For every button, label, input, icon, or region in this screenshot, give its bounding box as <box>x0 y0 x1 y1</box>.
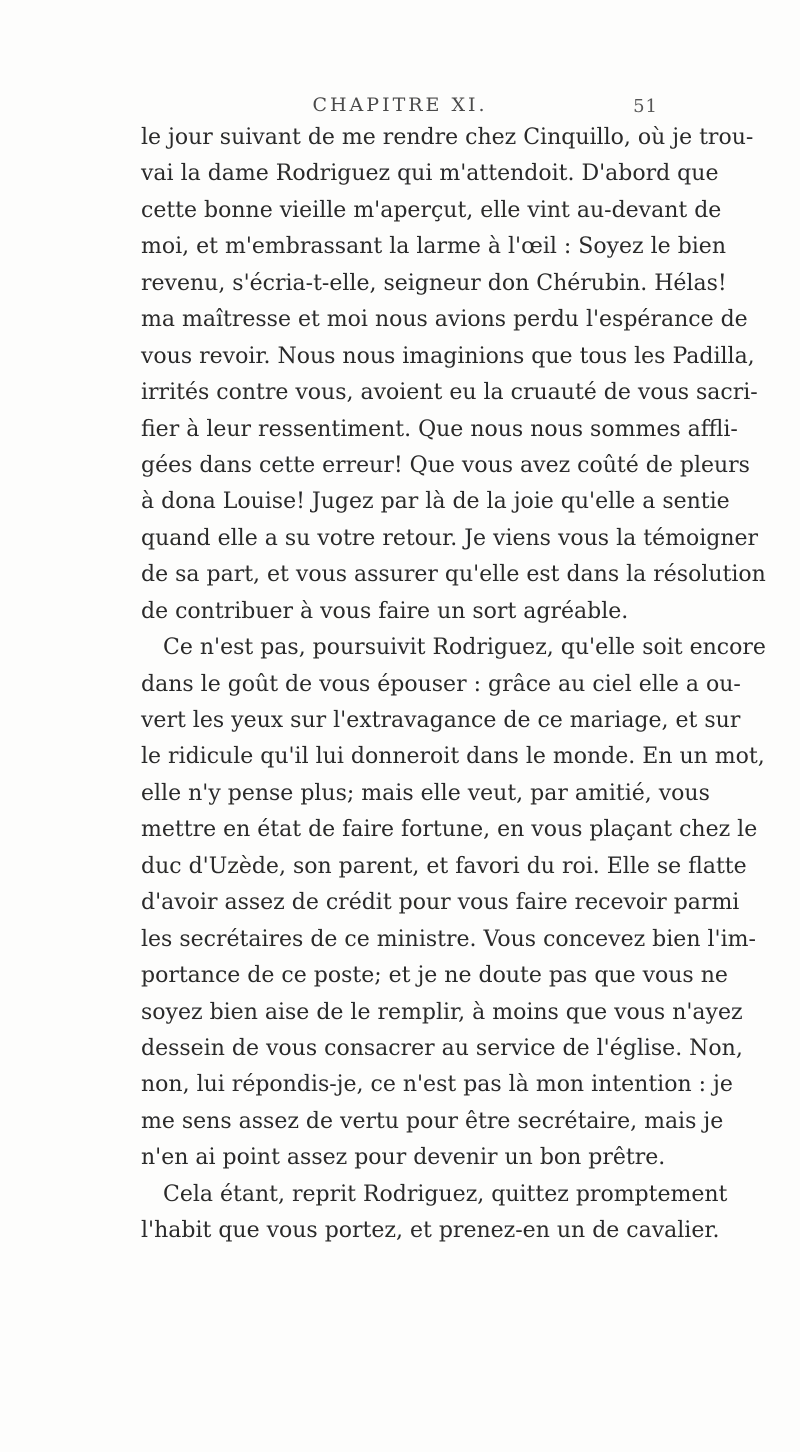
text-line: moi, et m'embrassant la larme à l'œil : Soyez le bien <box>141 234 726 260</box>
text-line: Cela étant, reprit Rodriguez, quittez promptement <box>163 1181 728 1207</box>
text-line: dessein de vous consacrer au service de l'église. Non, <box>141 1035 743 1061</box>
text-line: le ridicule qu'il lui donneroit dans le monde. En un mot, <box>141 744 765 770</box>
text-line: portance de ce poste; et je ne doute pas que vous ne <box>141 963 728 989</box>
text-line: vert les yeux sur l'extravagance de ce mariage, et sur <box>141 708 741 733</box>
text-line: soyez bien aise de le remplir, à moins que vous n'ayez <box>141 999 743 1025</box>
text-line: vai la dame Rodriguez qui m'attendoit. D'abord que <box>141 161 719 187</box>
text-line: non, lui répondis-je, ce n'est pas là mon intention : je <box>141 1072 733 1098</box>
running-head: CHAPITRE XI. <box>312 94 488 116</box>
text-line: irrités contre vous, avoient eu la cruauté de vous sacri- <box>141 380 758 406</box>
text-line: les secrétaires de ce ministre. Vous concevez bien l'im- <box>141 926 756 952</box>
text-line: duc d'Uzède, son parent, et favori du roi. Elle se flatte <box>141 853 747 879</box>
page-number: 51 <box>633 96 658 117</box>
text-line: revenu, s'écria-t-elle, seigneur don Chérubin. Hélas! <box>141 270 727 296</box>
text-line: cette bonne vieille m'aperçut, elle vint au-devant de <box>141 197 722 223</box>
text-line: elle n'y pense plus; mais elle veut, par amitié, vous <box>141 780 710 806</box>
text-line: mettre en état de faire fortune, en vous plaçant chez le <box>141 817 758 843</box>
text-line: Ce n'est pas, poursuivit Rodriguez, qu'elle soit encore <box>163 635 766 661</box>
text-line: le jour suivant de me rendre chez Cinquillo, où je trou- <box>141 125 754 150</box>
text-line: de sa part, et vous assurer qu'elle est dans la résolution <box>141 562 766 588</box>
text-line: ma maîtresse et moi nous avions perdu l'espérance de <box>141 307 748 333</box>
text-line: dans le goût de vous épouser : grâce au ciel elle a ou- <box>141 671 741 697</box>
text-line: l'habit que vous portez, et prenez-en un de cavalier. <box>141 1218 720 1244</box>
text-line: me sens assez de vertu pour être secrétaire, mais je <box>141 1108 724 1134</box>
text-line: quand elle a su votre retour. Je viens vous la témoigner <box>141 525 759 551</box>
text-line: à dona Louise! Jugez par là de la joie qu'elle a sentie <box>141 489 730 515</box>
body-text <box>141 120 766 1250</box>
text-line: fier à leur ressentiment. Que nous nous sommes affli- <box>141 416 738 442</box>
text-line: gées dans cette erreur! Que vous avez coûté de pleurs <box>141 452 750 478</box>
text-line: vous revoir. Nous nous imaginions que tous les Padilla, <box>141 343 755 369</box>
text-line: d'avoir assez de crédit pour vous faire recevoir parmi <box>141 890 740 916</box>
text-line: de contribuer à vous faire un sort agréable. <box>141 598 629 624</box>
text-line: n'en ai point assez pour devenir un bon prêtre. <box>141 1145 666 1171</box>
